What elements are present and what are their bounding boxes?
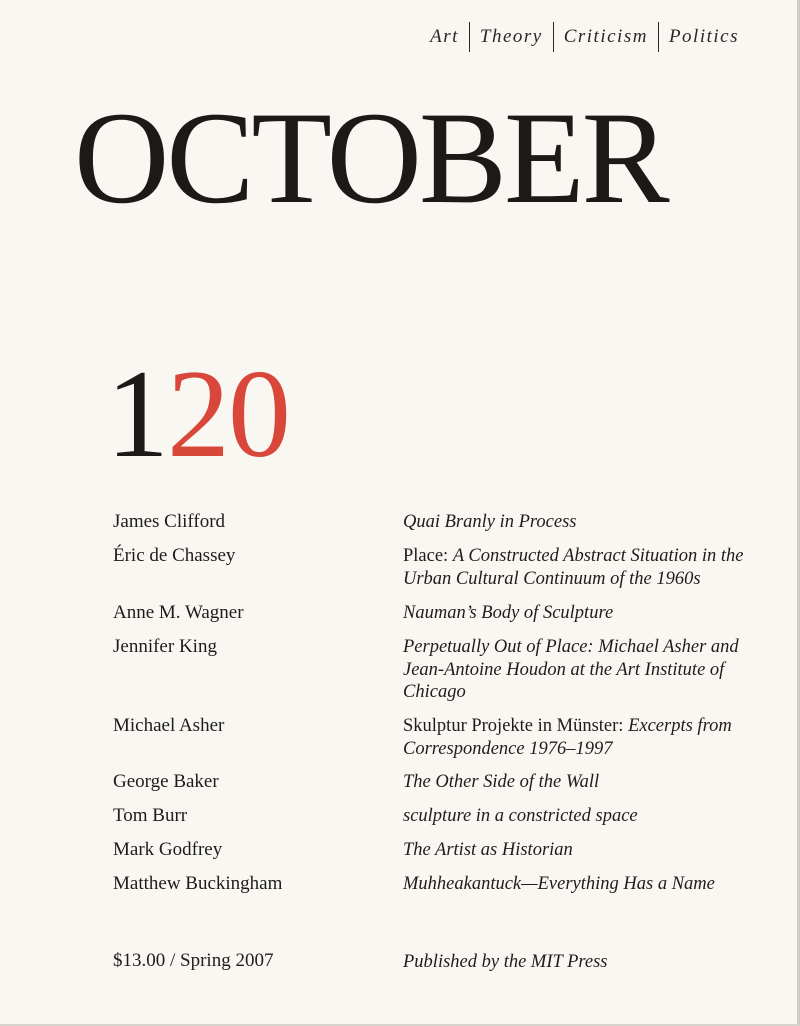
tagline-criticism: Criticism	[563, 26, 648, 47]
toc-author: Matthew Buckingham	[113, 873, 283, 894]
toc-title	[403, 805, 773, 828]
toc-title	[403, 715, 763, 760]
toc-author: Tom Burr	[113, 805, 188, 826]
toc-title-part: Perpetually Out of Place: Michael Asher and Jean-Antoine Houdon at the Art Institute of Chicago	[403, 637, 739, 702]
toc-title	[403, 771, 773, 794]
toc-author: Mark Godfrey	[113, 839, 223, 860]
toc-author: George Baker	[113, 771, 219, 792]
tagline	[420, 22, 739, 52]
toc-author: James Clifford	[113, 511, 226, 532]
toc-author: Anne M. Wagner	[113, 602, 244, 623]
tagline-art: Art	[430, 26, 459, 47]
toc-author: Éric de Chassey	[113, 545, 236, 566]
issue-number-first-digit: 1	[106, 345, 167, 484]
toc-author: Michael Asher	[113, 715, 225, 736]
toc-title-part: Place:	[403, 546, 453, 566]
toc-title-part: sculpture in a constricted space	[403, 806, 638, 826]
toc-title-part: Skulptur Projekte in Münster:	[403, 716, 629, 736]
masthead-title: OCTOBER	[74, 84, 667, 231]
toc-title-part: Excerpts from Correspondence 1976–1997	[403, 716, 732, 759]
tagline-theory: Theory	[479, 26, 543, 47]
toc-title	[403, 636, 748, 704]
issue-number	[106, 345, 289, 485]
toc-title-part: Nauman’s Body of Sculpture	[403, 603, 614, 623]
issue-number-accent-digits: 20	[167, 345, 289, 484]
toc-title	[403, 545, 773, 590]
tagline-politics: Politics	[668, 26, 739, 47]
toc-author: Jennifer King	[113, 636, 217, 657]
toc-title-part: The Artist as Historian	[403, 840, 573, 860]
toc-title-part: A Constructed Abstract Situation in the Urban Cultural Continuum of the 1960s	[403, 546, 744, 589]
publisher-credit: Published by the MIT Press	[403, 952, 608, 972]
price-and-season: $13.00 / Spring 2007	[113, 950, 274, 971]
toc-title-part: The Other Side of the Wall	[403, 772, 600, 792]
toc-title	[403, 873, 773, 896]
toc-title	[403, 839, 773, 862]
toc-title-part: Muhheakantuck—Everything Has a Name	[403, 874, 715, 894]
toc-title	[403, 511, 773, 534]
toc-title-part: Quai Branly in Process	[403, 512, 577, 532]
toc-title	[403, 602, 773, 625]
